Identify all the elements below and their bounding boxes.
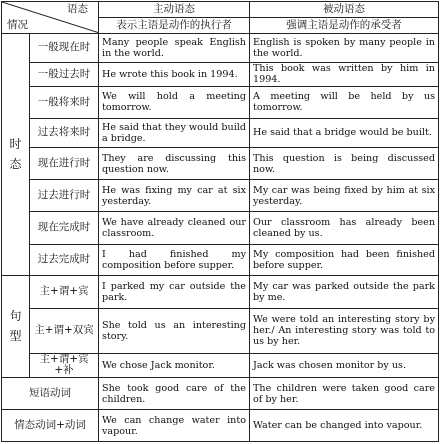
row-label: 短语动词 [2,377,99,410]
active-example: He said that they would build a bridge. [99,118,250,147]
active-example: He wrote this book in 1994. [99,62,250,86]
row-label: 过去进行时 [30,180,99,212]
table-row [2,33,439,62]
passive-voice-header: 被动语态 [250,2,439,18]
passive-example: We were told an interesting story by her./ An interesting story was told to us by her. [250,308,439,353]
table-row [2,62,439,86]
tense-group-label [2,33,30,276]
tense-group-char: 态 [9,157,22,172]
active-example: We chose Jack monitor. [99,353,250,377]
row-label: 主+谓+宾+补 [30,353,99,377]
active-example: They are discussing this question now. [99,147,250,180]
voice-comparison-table [1,1,439,442]
table-row [2,118,439,147]
active-example: She told us an interesting story. [99,308,250,353]
row-label: 一般现在时 [30,33,99,62]
active-example: We can change water into vapour. [99,410,250,442]
active-example: Many people speak English in the world. [99,33,250,62]
row-label: 一般过去时 [30,62,99,86]
table-row [2,244,439,276]
passive-example: This question is being discussed now. [250,147,439,180]
row-label: 现在进行时 [30,147,99,180]
passive-example: He said that a bridge would be built. [250,118,439,147]
active-example: He was fixing my car at six yesterday. [99,180,250,212]
row-label: 过去将来时 [30,118,99,147]
header-corner-cell [2,2,99,34]
row-label: 现在完成时 [30,211,99,244]
table-row [2,180,439,212]
table-row [2,211,439,244]
passive-voice-description: 强调主语是动作的承受者 [250,17,439,33]
active-example: She took good care of the children. [99,377,250,410]
table-row [2,353,439,377]
passive-example: My car was being fixed by him at six yesterday. [250,180,439,212]
table-row [2,377,439,410]
row-label: 过去完成时 [30,244,99,276]
row-label: 主+谓+双宾 [30,308,99,353]
active-voice-description: 表示主语是动作的执行者 [99,17,250,33]
header-row [2,2,439,18]
table-row [2,276,439,309]
row-label: 情态动词+动词 [2,410,99,442]
active-example: We have already cleaned our classroom. [99,211,250,244]
passive-example: My car was parked outside the park by me. [250,276,439,309]
passive-example: This book was written by him in 1994. [250,62,439,86]
table-row [2,87,439,119]
active-example: I had finished my composition before supper. [99,244,250,276]
passive-example: English is spoken by many people in the world. [250,33,439,62]
row-label: 主+谓+宾 [30,276,99,309]
passive-example: Jack was chosen monitor by us. [250,353,439,377]
passive-example: The children were taken good care of by her. [250,377,439,410]
active-example: We will hold a meeting tomorrow. [99,87,250,119]
table-row [2,147,439,180]
corner-label-situation: 情况 [7,18,28,31]
active-voice-header: 主动语态 [99,2,250,18]
passive-example: My composition had been finished before supper. [250,244,439,276]
corner-label-voice: 语态 [67,3,88,15]
sentence-group-char: 句 [9,309,22,324]
sentence-pattern-group-label [2,276,30,378]
sentence-group-char: 型 [9,329,22,344]
table-row [2,308,439,353]
passive-example: A meeting will be held by us tomorrow. [250,87,439,119]
tense-group-char: 时 [9,137,22,152]
active-example: I parked my car outside the park. [99,276,250,309]
row-label: 一般将来时 [30,87,99,119]
passive-example: Our classroom has already been cleaned by us. [250,211,439,244]
table-row [2,410,439,442]
passive-example: Water can be changed into vapour. [250,410,439,442]
